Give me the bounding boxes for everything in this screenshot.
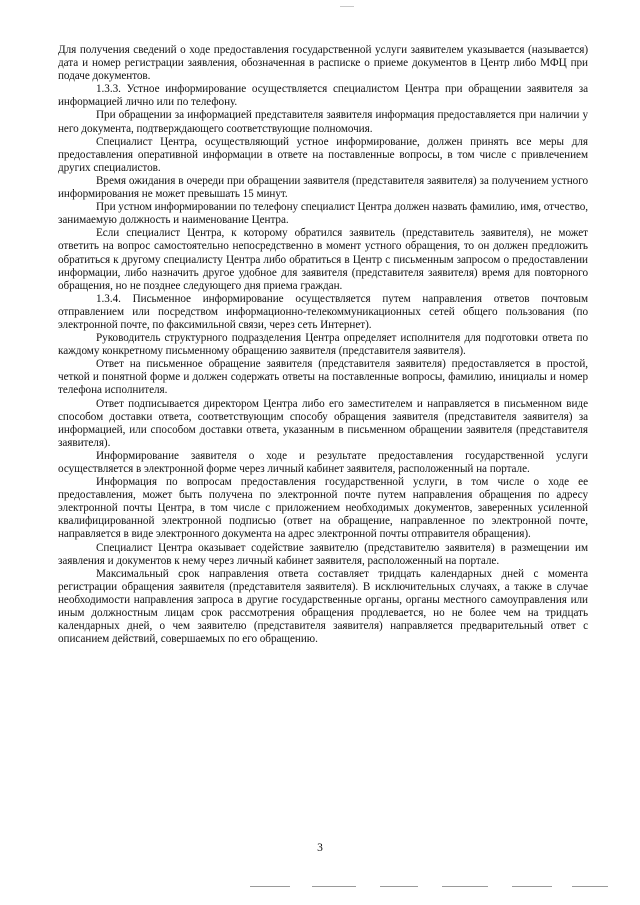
- scan-artifact-bottom: [250, 886, 610, 892]
- scan-artifact-top: [340, 6, 354, 7]
- document-body: [58, 44, 588, 646]
- paragraph-phone-info: При устном информировании по телефону специалист Центра должен назвать фамилию, имя, отчество, занимаемую должность и наименование Центра.: [58, 201, 588, 227]
- paragraph-written-answer-form: Ответ на письменное обращение заявителя (представителя заявителя) предоставляется в простой, четкой и понятной форме и должен содержать ответы на поставленные вопросы, фамилию, инициалы и номер телефона исполнителя.: [58, 358, 588, 397]
- paragraph-1-3-3-oral-info: 1.3.3. Устное информирование осуществляется специалистом Центра при обращении заявителя за информацией лично или по телефону.: [58, 83, 588, 109]
- paragraph-representative-request: При обращении за информацией представителя заявителя информация предоставляется при наличии у него документа, подтверждающего соответствующие полномочия.: [58, 109, 588, 135]
- paragraph-status-request-info: Для получения сведений о ходе предоставления государственной услуги заявителем указывается (называется) дата и номер регистрации заявления, обозначенная в расписке о приеме документов в Центр либо МФЦ при подаче документов.: [58, 44, 588, 83]
- paragraph-head-assigns-executor: Руководитель структурного подразделения Центра определяет исполнителя для подготовки ответа по каждому конкретному письменному обращению заявителя (представителя заявителя).: [58, 332, 588, 358]
- paragraph-1-3-4-written-info: 1.3.4. Письменное информирование осуществляется путем направления ответов почтовым отправлением или посредством информационно-телекоммуникационных сетей общего пользования (по электронной почте, по факсимильной связи, через сеть Интернет).: [58, 292, 588, 331]
- paragraph-waiting-time: Время ожидания в очереди при обращении заявителя (представителя заявителя) за получением устного информирования не может превышать 15 минут.: [58, 174, 588, 201]
- paragraph-email-info: Информация по вопросам предоставления государственной услуги, в том числе о ходе ее предоставления, может быть получена по электронной почте путем направления обращения по адресу электронной почты Центра, в том числе с приложением необходимых документов, заверенных усиленной квалифицированной электронной подписью (ответ на обращение, направленное по электронной почте, направляется в виде электронного документа на адрес электронной почты отправителя обращения).: [58, 476, 588, 541]
- page-number: 3: [317, 842, 323, 854]
- paragraph-electronic-info: Информирование заявителя о ходе и результате предоставления государственной услуги осуществляется в электронной форме через личный кабинет заявителя, расположенный на портале.: [58, 449, 588, 475]
- paragraph-max-response-term: Максимальный срок направления ответа составляет тридцать календарных дней с момента регистрации обращения заявителя (представителя заявителя). В исключительных случаях, а также в случае необходимости направления запроса в другие государственные органы, органы местного самоуправления или иным должностным лицам срок рассмотрения обращения продлевается, но не более чем на тридцать календарных дней, о чем заявителю (представителя заявителя) направляется предварительный ответ с описанием действий, совершаемых по его обращению.: [58, 567, 588, 646]
- paragraph-unanswered-question: Если специалист Центра, к которому обратился заявитель (представитель заявителя), не может ответить на вопрос самостоятельно непосредственно в момент устного обращения, то он должен предложить обратиться к другому специалисту Центра либо обратиться в Центр с письменным запросом о предоставлении информации, либо назначить другое удобное для заявителя (представителя заявителя) время для повторного обращения, но не позднее следующего дня приема граждан.: [58, 227, 588, 292]
- paragraph-specialist-duties: Специалист Центра, осуществляющий устное информирование, должен принять все меры для предоставления оперативной информации в ответе на поставленные вопросы, в том числе с привлечением других специалистов.: [58, 135, 588, 174]
- paragraph-answer-signature: Ответ подписывается директором Центра либо его заместителем и направляется в письменном виде способом доставки ответа, соответствующим способу обращения заявителя (представителя заявителя) за информацией, или способом доставки ответа, указанным в письменном обращении заявителя (представителя заявителя).: [58, 397, 588, 449]
- paragraph-specialist-assistance: Специалист Центра оказывает содействие заявителю (представителю заявителя) в размещении им заявления и документов к нему через личный кабинет заявителя, расположенный на портале.: [58, 541, 588, 567]
